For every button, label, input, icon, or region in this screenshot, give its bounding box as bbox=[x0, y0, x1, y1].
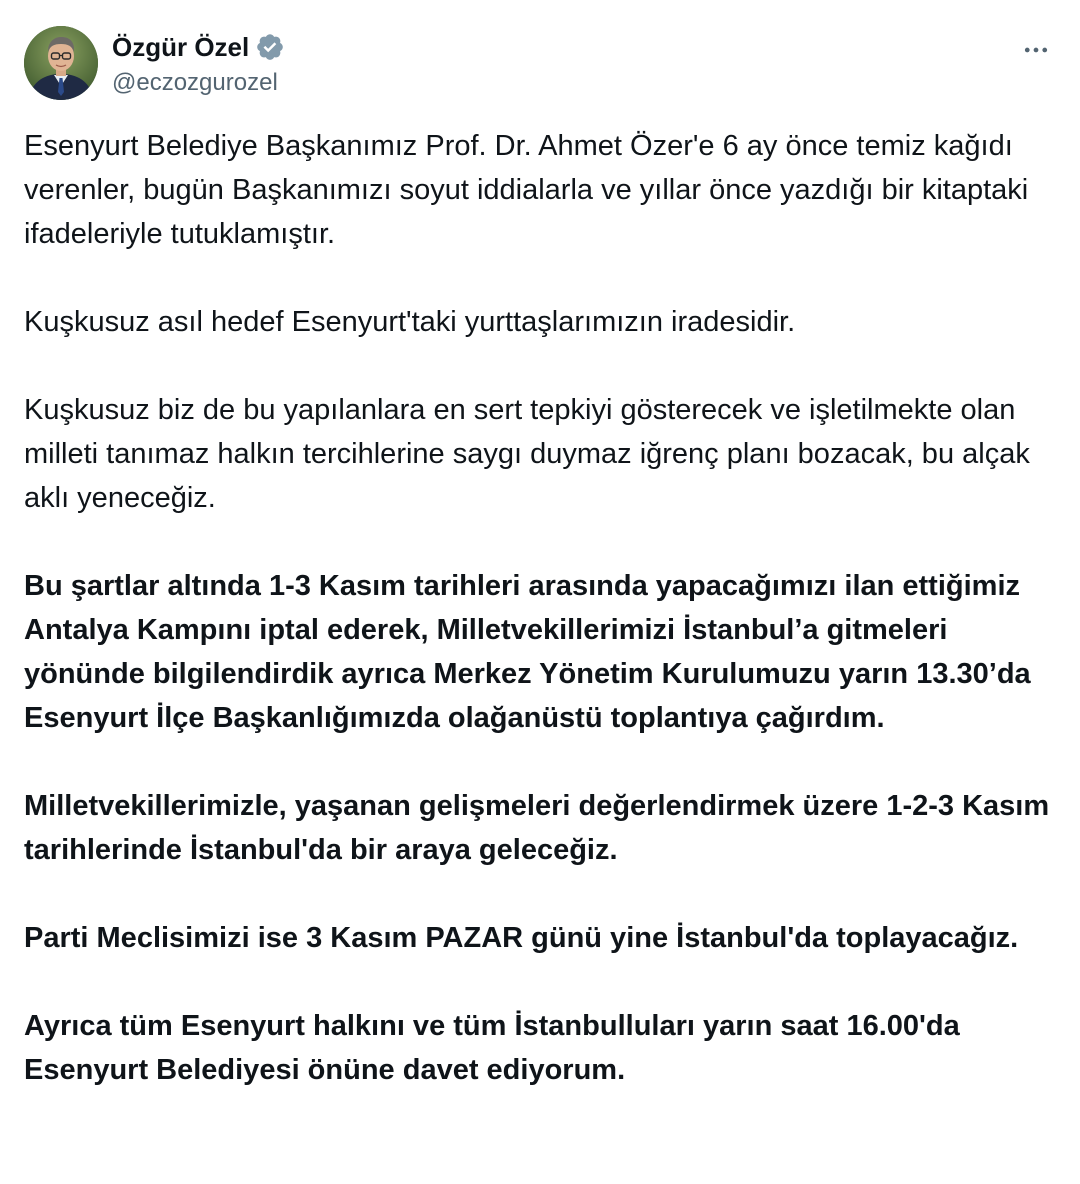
verified-badge-icon[interactable] bbox=[255, 32, 285, 62]
tweet-text bbox=[24, 124, 1054, 1136]
tweet-header bbox=[24, 26, 1056, 104]
author-info bbox=[112, 28, 285, 100]
name-row bbox=[112, 28, 285, 66]
more-dots-icon bbox=[1021, 35, 1051, 65]
tweet-paragraph: Esenyurt Belediye Başkanımız Prof. Dr. Ahmet Özer'e 6 ay önce temiz kağıdı verenler, bugün Başkanımızı soyut iddialarla ve yıllar önce yazdığı bir kitaptaki ifadeleriyle tutuklamıştır. bbox=[24, 130, 1029, 250]
tweet-paragraph: Ayrıca tüm Esenyurt halkını ve tüm İstanbulluları yarın saat 16.00'da Esenyurt Belediyesi önüne davet ediyorum. bbox=[24, 1010, 960, 1086]
tweet-paragraph: Bu şartlar altında 1-3 Kasım tarihleri arasında yapacağımızı ilan ettiğimiz Antalya Kampını iptal ederek, Milletvekillerimizi İstanbul’a gitmeleri yönünde bilgilendirdik ayrıca Merkez Yönetim Kurulumuzu yarın 13.30’da Esenyurt İlçe Başkanlığımızda olağanüstü toplantıya çağırdım. bbox=[24, 570, 1031, 734]
avatar[interactable] bbox=[24, 26, 98, 100]
tweet-paragraph: Kuşkusuz biz de bu yapılanlara en sert tepkiyi gösterecek ve işletilmekte olan milleti tanımaz halkın tercihlerine saygı duymaz iğrenç planı bozacak, bu alçak aklı yeneceğiz. bbox=[24, 394, 1030, 514]
author-handle[interactable]: @eczozgurozel bbox=[112, 69, 278, 96]
display-name[interactable]: Özgür Özel bbox=[112, 32, 250, 62]
more-options-button[interactable] bbox=[1016, 30, 1056, 70]
tweet-paragraph: Kuşkusuz asıl hedef Esenyurt'taki yurttaşlarımızın iradesidir. bbox=[24, 306, 796, 338]
tweet-paragraph: Parti Meclisimizi ise 3 Kasım PAZAR günü yine İstanbul'da toplayacağız. bbox=[24, 922, 1019, 954]
tweet-paragraph: Milletvekillerimizle, yaşanan gelişmeleri değerlendirmek üzere 1-2-3 Kasım tarihlerinde İstanbul'da bir araya geleceğiz. bbox=[24, 790, 1050, 866]
